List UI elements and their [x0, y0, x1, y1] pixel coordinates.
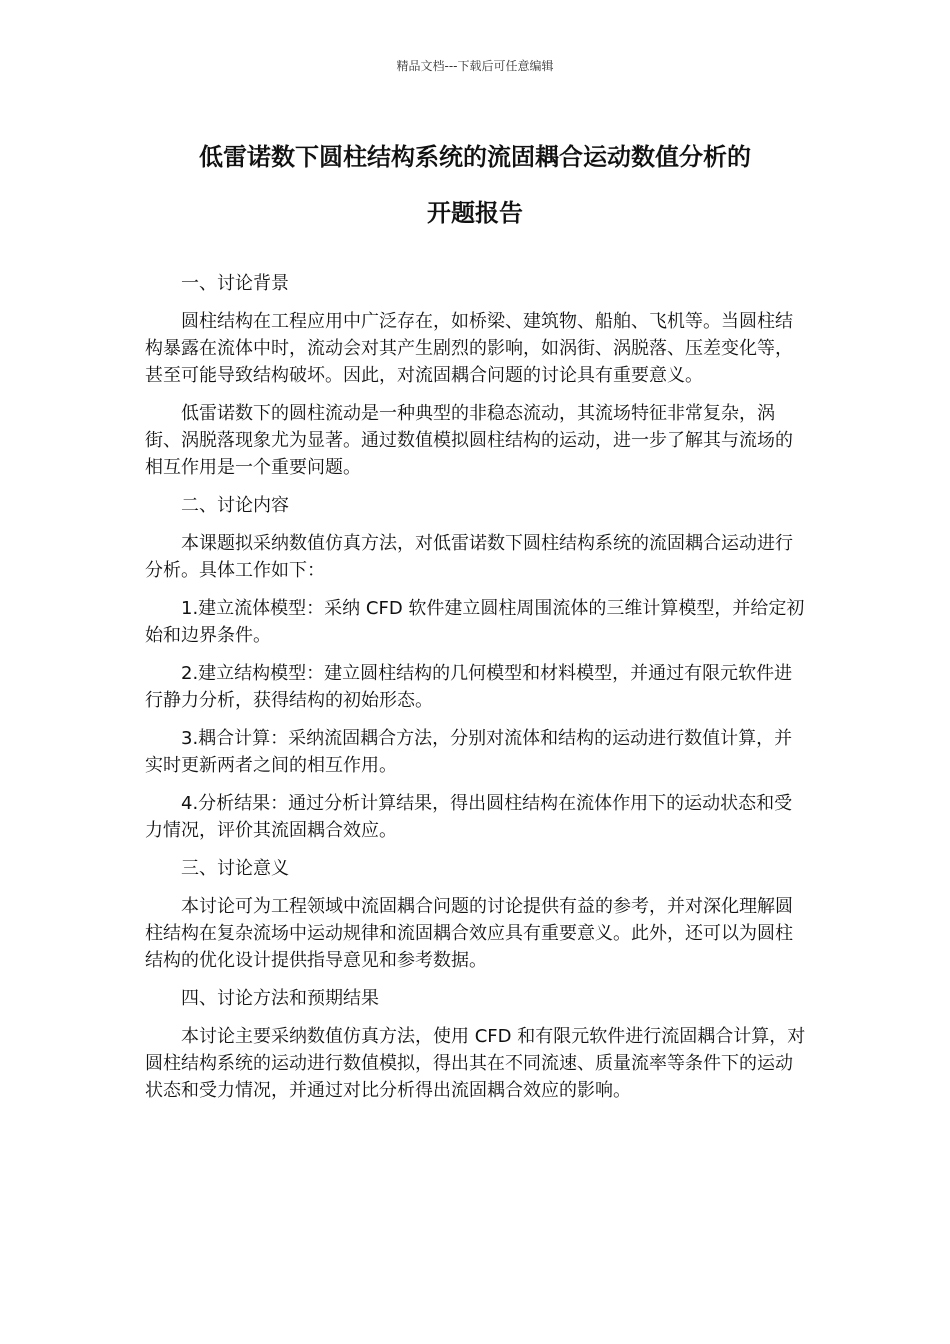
section-heading-methods: 四、讨论方法和预期结果 [181, 988, 379, 1009]
section-heading-content: 二、讨论内容 [181, 495, 289, 516]
page-header-note: 精品文档---下载后可任意编辑 [396, 59, 554, 73]
document-title-line-1: 低雷诺数下圆柱结构系统的流固耦合运动数值分析的 [199, 143, 751, 171]
document-title-line-2: 开题报告 [427, 199, 523, 227]
section-heading-background: 一、讨论背景 [181, 273, 289, 294]
body-paragraph: 本讨论可为工程领域中流固耦合问题的讨论提供有益的参考，并对深化理解圆柱结构在复杂流场中运动规律和流固耦合效应具有重要意义。此外，还可以为圆柱结构的优化设计提供指导意见和参考数据。 [145, 896, 793, 971]
list-item: 3.耦合计算：采纳流固耦合方法，分别对流体和结构的运动进行数值计算，并实时更新两者之间的相互作用。 [145, 728, 793, 776]
list-item: 1.建立流体模型：采纳 CFD 软件建立圆柱周围流体的三维计算模型，并给定初始和边界条件。 [145, 598, 805, 646]
body-paragraph: 本讨论主要采纳数值仿真方法，使用 CFD 和有限元软件进行流固耦合计算，对圆柱结构系统的运动进行数值模拟，得出其在不同流速、质量流率等条件下的运动状态和受力情况，并通过对比分析得出流固耦合效应的影响。 [145, 1026, 806, 1101]
list-item: 4.分析结果：通过分析计算结果，得出圆柱结构在流体作用下的运动状态和受力情况，评价其流固耦合效应。 [145, 793, 793, 841]
body-paragraph: 圆柱结构在工程应用中广泛存在，如桥梁、建筑物、船舶、飞机等。当圆柱结构暴露在流体中时，流动会对其产生剧烈的影响，如涡街、涡脱落、压差变化等，甚至可能导致结构破坏。因此，对流固耦合问题的讨论具有重要意义。 [145, 311, 793, 386]
section-heading-significance: 三、讨论意义 [181, 858, 289, 879]
list-item: 2.建立结构模型：建立圆柱结构的几何模型和材料模型，并通过有限元软件进行静力分析，获得结构的初始形态。 [145, 663, 793, 711]
body-paragraph: 本课题拟采纳数值仿真方法，对低雷诺数下圆柱结构系统的流固耦合运动进行分析。具体工作如下： [145, 533, 793, 581]
body-paragraph: 低雷诺数下的圆柱流动是一种典型的非稳态流动，其流场特征非常复杂，涡街、涡脱落现象尤为显著。通过数值模拟圆柱结构的运动，进一步了解其与流场的相互作用是一个重要问题。 [145, 403, 793, 478]
document-body [145, 270, 807, 1115]
